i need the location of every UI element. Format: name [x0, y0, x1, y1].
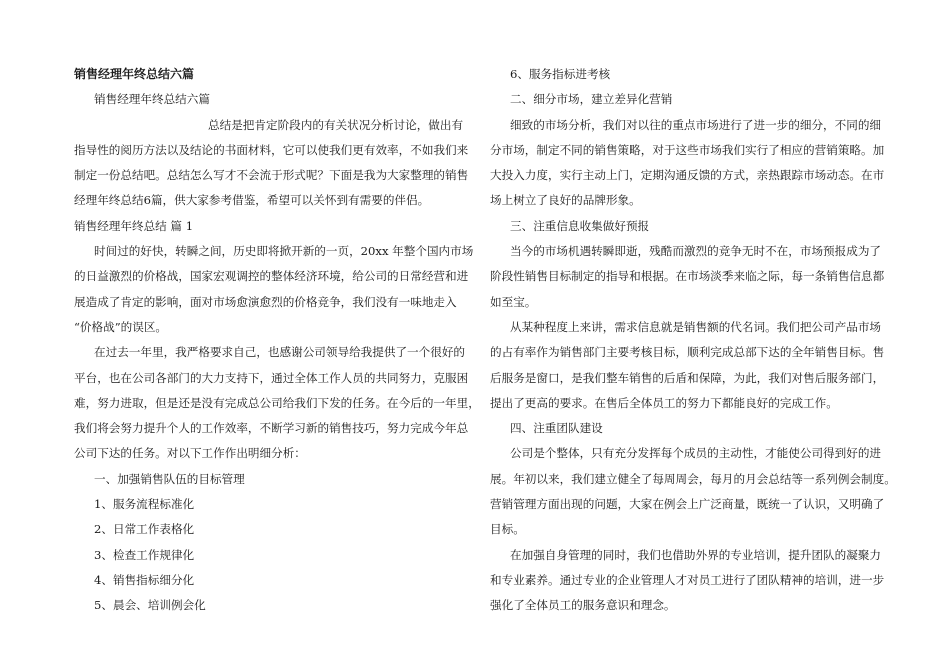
section-heading: 销售经理年终总结 篇 1 — [74, 218, 194, 233]
paragraph-line: 后服务是窗口，是我们整车销售的后盾和保障，为此，我们对售后服务部门， — [490, 370, 885, 385]
summary-line: 制定一份总结吧。总结怎么写才不会流于形式呢？下面是我为大家整理的销售 — [74, 168, 469, 183]
paragraph-line: “价格战”的误区。 — [74, 319, 168, 334]
paragraph-line: 如至宝。 — [490, 294, 537, 309]
paragraph-line: 从某种程度上来讲，需求信息就是销售额的代名词。我们把公司产品市场 — [510, 319, 882, 334]
subsection-heading: 一、加强销售队伍的目标管理 — [94, 471, 245, 486]
paragraph-line: 当今的市场机遇转瞬即逝，残酷而激烈的竞争无时不在，市场预报成为了 — [510, 244, 882, 259]
subtitle: 销售经理年终总结六篇 — [94, 92, 210, 107]
paragraph-line: 展。年初以来，我们建立健全了每周周会，每月的月会总结等一系列例会制度。 — [490, 471, 896, 486]
paragraph-line: 平台，也在公司各部门的大力支持下，通过全体工作人员的共同努力，克服困 — [74, 370, 469, 385]
document-title: 销售经理年终总结六篇 — [74, 67, 195, 81]
summary-line: 经理年终总结6篇，供大家参考借鉴，希望可以关怀到有需要的伴侣。 — [74, 193, 430, 208]
subsection-heading: 三、注重信息收集做好预报 — [510, 218, 650, 233]
list-item: 1、服务流程标准化 — [94, 497, 195, 512]
list-item: 3、检查工作规律化 — [94, 547, 195, 562]
paragraph-line: 阶段性销售目标制定的指导和根据。在市场淡季来临之际，每一条销售信息都 — [490, 269, 885, 284]
paragraph-line: 时间过的好快，转瞬之间，历史即将掀开新的一页，20xx 年整个国内市场 — [94, 244, 474, 259]
paragraph-line: 目标。 — [490, 522, 525, 537]
paragraph-line: 强化了全体员工的服务意识和理念。 — [490, 598, 676, 613]
paragraph-line: 营销管理方面出现的问题，大家在例会上广泛商量，既统一了认识，又明确了 — [490, 497, 885, 512]
paragraph-line: 和专业素养。通过专业的企业管理人才对员工进行了团队精神的培训，进一步 — [490, 572, 885, 587]
summary-line: 指导性的阅历方法以及结论的书面材料，它可以使我们更有效率，不如我们来 — [74, 142, 469, 157]
paragraph-line: 在过去一年里，我严格要求自己，也感谢公司领导给我提供了一个很好的 — [94, 345, 466, 360]
paragraph-line: 的日益激烈的价格战，国家宏观调控的整体经济环境，给公司的日常经营和进 — [74, 269, 469, 284]
paragraph-line: 大投入力度，实行主动上门，定期沟通反馈的方式，亲热跟踪市场动态。在市 — [490, 168, 885, 183]
subsection-heading: 二、细分市场，建立差异化营销 — [510, 92, 673, 107]
subsection-heading: 四、注重团队建设 — [510, 421, 603, 436]
paragraph-line: 的占有率作为销售部门主要考核目标，顺利完成总部下达的全年销售目标。售 — [490, 345, 885, 360]
right-column — [490, 62, 896, 619]
list-item: 6、服务指标进考核 — [510, 67, 611, 81]
paragraph-line: 提出了更高的要求。在售后全体员工的努力下都能良好的完成工作。 — [490, 395, 838, 410]
list-item: 4、销售指标细分化 — [94, 572, 195, 587]
list-item: 5、晨会、培训例会化 — [94, 598, 206, 613]
paragraph-line: 公司是个整体，只有充分发挥每个成员的主动性，才能使公司得到好的进 — [510, 446, 882, 461]
paragraph-line: 分市场，制定不同的销售策略，对于这些市场我们实行了相应的营销策略。加 — [490, 142, 885, 157]
paragraph-line: 在加强自身管理的同时，我们也借助外界的专业培训，提升团队的凝聚力 — [510, 547, 882, 562]
paragraph-line: 我们将会努力提升个人的工作效率，不断学习新的销售技巧，努力完成今年总 — [74, 421, 469, 436]
paragraph-line: 展造成了肯定的影响，面对市场愈演愈烈的价格竞争，我们没有一味地走入 — [74, 294, 457, 309]
summary-line: 总结是把肯定阶段内的有关状况分析讨论，做出有 — [208, 117, 464, 132]
list-item: 2、日常工作表格化 — [94, 522, 195, 537]
paragraph-line: 难，努力进取，但是还是没有完成总公司给我们下发的任务。在今后的一年里， — [74, 395, 480, 410]
left-column — [74, 62, 480, 619]
paragraph-line: 场上树立了良好的品牌形象。 — [490, 193, 641, 208]
paragraph-line: 细致的市场分析，我们对以往的重点市场进行了进一步的细分，不同的细 — [510, 117, 882, 132]
paragraph-line: 公司下达的任务。对以下工作作出明细分析： — [74, 446, 306, 461]
